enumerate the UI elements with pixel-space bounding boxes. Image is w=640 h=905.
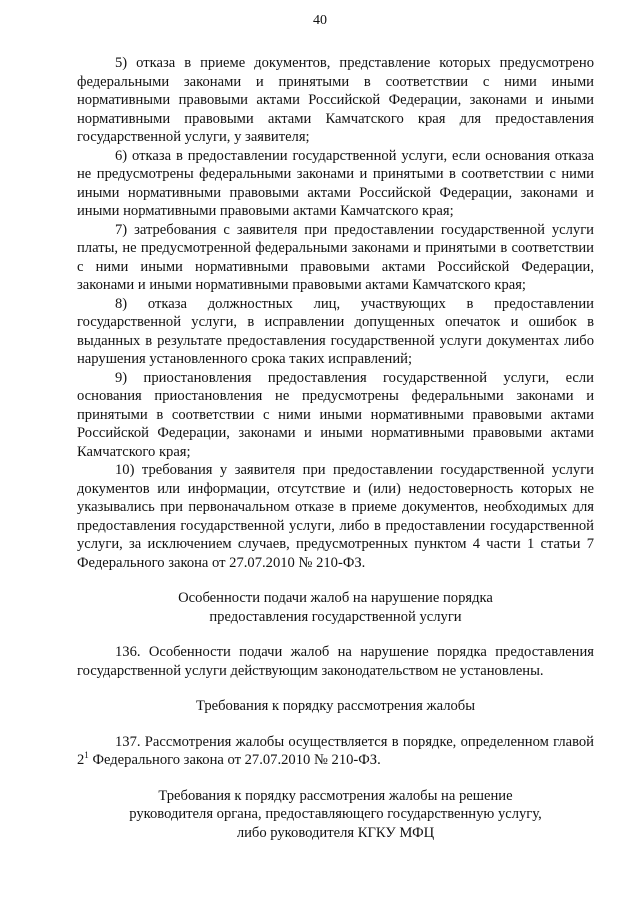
list-item-7: 7) затребования с заявителя при предоставлении государственной услуги платы, не предусмотренной федеральными законами и принятыми в соответствии с ними иными нормативными правовыми актами Российской Федерации, законами и иными нормативными правовыми актами Камчатского края; <box>77 221 594 293</box>
list-item-8: 8) отказа должностных лиц, участвующих в предоставлении государственной услуги, в исправлении допущенных опечаток и ошибок в выданных в результате предоставления государственной услуги документах либо нарушения установленного срока таких исправлений; <box>77 295 594 367</box>
chapter-superscript: 1 <box>84 750 89 760</box>
paragraph-137-text: 137. Рассмотрения жалобы осуществляется в порядке, определенном главой 2 <box>77 733 594 768</box>
page-number: 40 <box>313 13 327 28</box>
section-heading-complaint-review <box>77 697 594 716</box>
list-item-10: 10) требования у заявителя при предоставлении государственной услуги документов или информации, отсутствие и (или) недостоверность которых не указывались при первоначальном отказе в приеме документов, необходимых для предоставления государственной услуги, либо в предоставлении государственной услуги, за исключением случаев, предусмотренных пунктом 4 части 1 статьи 7 Федерального закона от 27.07.2010 № 210-ФЗ. <box>77 462 594 571</box>
heading-line: Особенности подачи жалоб на нарушение порядка <box>178 590 493 606</box>
list-item-5: 5) отказа в приеме документов, представление которых предусмотрено федеральными законами и принятыми в соответствии с ними иными нормативными правовыми актами Российской Федерации, законами и иными нормативными правовыми актами Камчатского края для предоставления государственной услуги, у заявителя; <box>77 55 594 145</box>
paragraph-137 <box>77 733 594 770</box>
list-item-9: 9) приостановления предоставления государственной услуги, если основания приостановления не предусмотрены федеральными законами и принятыми в соответствии с ними иными нормативными правовыми актами Российской Федерации, законами и иными нормативными правовыми актами Камчатского края; <box>77 369 594 460</box>
heading-line: Требования к порядку рассмотрения жалобы на решение <box>158 787 513 804</box>
heading-line: Требования к порядку рассмотрения жалобы <box>196 698 475 714</box>
document-body <box>77 54 594 842</box>
paragraph-137-text-end: Федерального закона от 27.07.2010 № 210-ФЗ. <box>88 752 381 768</box>
paragraph-136: 136. Особенности подачи жалоб на нарушение порядка предоставления государственной услуги действующим законодательством не установлены. <box>77 644 594 679</box>
heading-line: предоставления государственной услуги <box>209 608 462 625</box>
heading-line: либо руководителя КГКУ МФЦ <box>236 824 435 841</box>
list-item-6: 6) отказа в предоставлении государственной услуги, если основания отказа не предусмотрены федеральными законами и принятыми в соответствии с ними иными нормативными правовыми актами Российской Федерации, законами и иными нормативными правовыми актами Камчатского края; <box>77 147 594 219</box>
section-heading-complaint-features <box>77 589 594 626</box>
heading-line: руководителя органа, предоставляющего государственную услугу, <box>129 806 542 822</box>
section-heading-decision-review <box>77 787 594 843</box>
